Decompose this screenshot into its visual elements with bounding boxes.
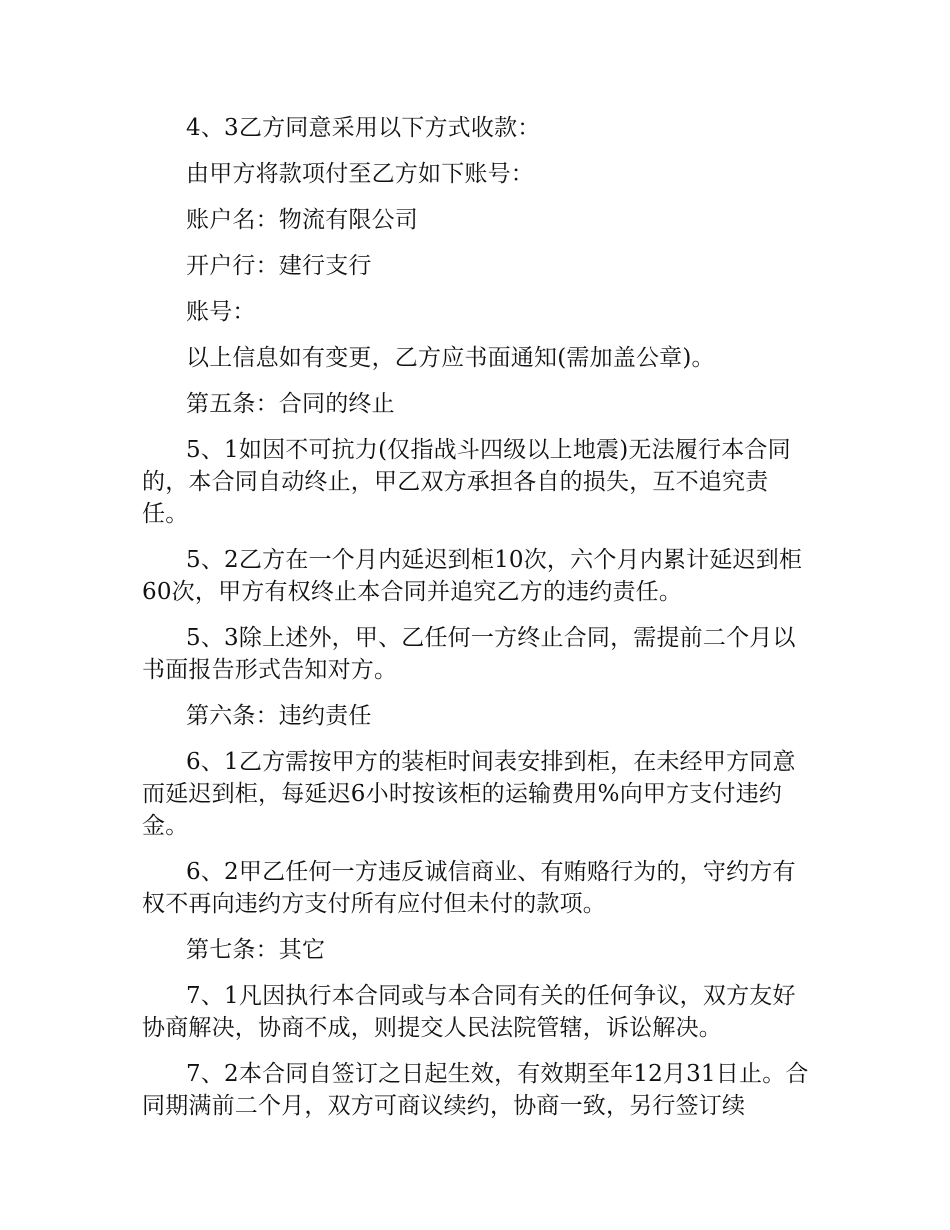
article-7-heading: 第七条：其它 <box>186 937 326 963</box>
clause-7-2: 7、2本合同自签订之日起生效，有效期至年12月31日止。合同期满前二个月，双方可商议续约，协商一致，另行签订续 <box>142 1061 809 1119</box>
clause-7-1: 7、1凡因执行本合同或与本合同有关的任何争议，双方友好协商解决，协商不成，则提交人民法院管辖，诉讼解决。 <box>142 983 796 1041</box>
change-notice: 以上信息如有变更，乙方应书面通知(需加盖公章)。 <box>186 345 715 371</box>
clause-5-2: 5、2乙方在一个月内延迟到柜10次，六个月内累计延迟到柜60次，甲方有权终止本合同并追究乙方的违约责任。 <box>142 547 803 605</box>
bank-name: 开户行：建行支行 <box>186 253 372 279</box>
document-body <box>142 112 814 1136</box>
article-6-heading: 第六条：违约责任 <box>186 703 372 729</box>
account-number: 账号： <box>186 299 256 325</box>
clause-5-3: 5、3除上述外，甲、乙任何一方终止合同，需提前二个月以书面报告形式告知对方。 <box>142 625 796 683</box>
clause-4-3: 4、3乙方同意采用以下方式收款： <box>186 115 541 141</box>
account-name: 账户名：物流有限公司 <box>186 207 418 233</box>
clause-6-1: 6、1乙方需按甲方的装柜时间表安排到柜，在未经甲方同意而延迟到柜，每延迟6小时按该柜的运输费用%向甲方支付违约金。 <box>142 749 796 839</box>
payment-instruction: 由甲方将款项付至乙方如下账号： <box>186 161 534 187</box>
clause-5-1: 5、1如因不可抗力(仅指战斗四级以上地震)无法履行本合同的，本合同自动终止，甲乙双方承担各自的损失，互不追究责任。 <box>142 437 791 527</box>
clause-6-2: 6、2甲乙任何一方违反诚信商业、有贿赂行为的，守约方有权不再向违约方支付所有应付但未付的款项。 <box>142 859 796 917</box>
article-5-heading: 第五条：合同的终止 <box>186 391 395 417</box>
